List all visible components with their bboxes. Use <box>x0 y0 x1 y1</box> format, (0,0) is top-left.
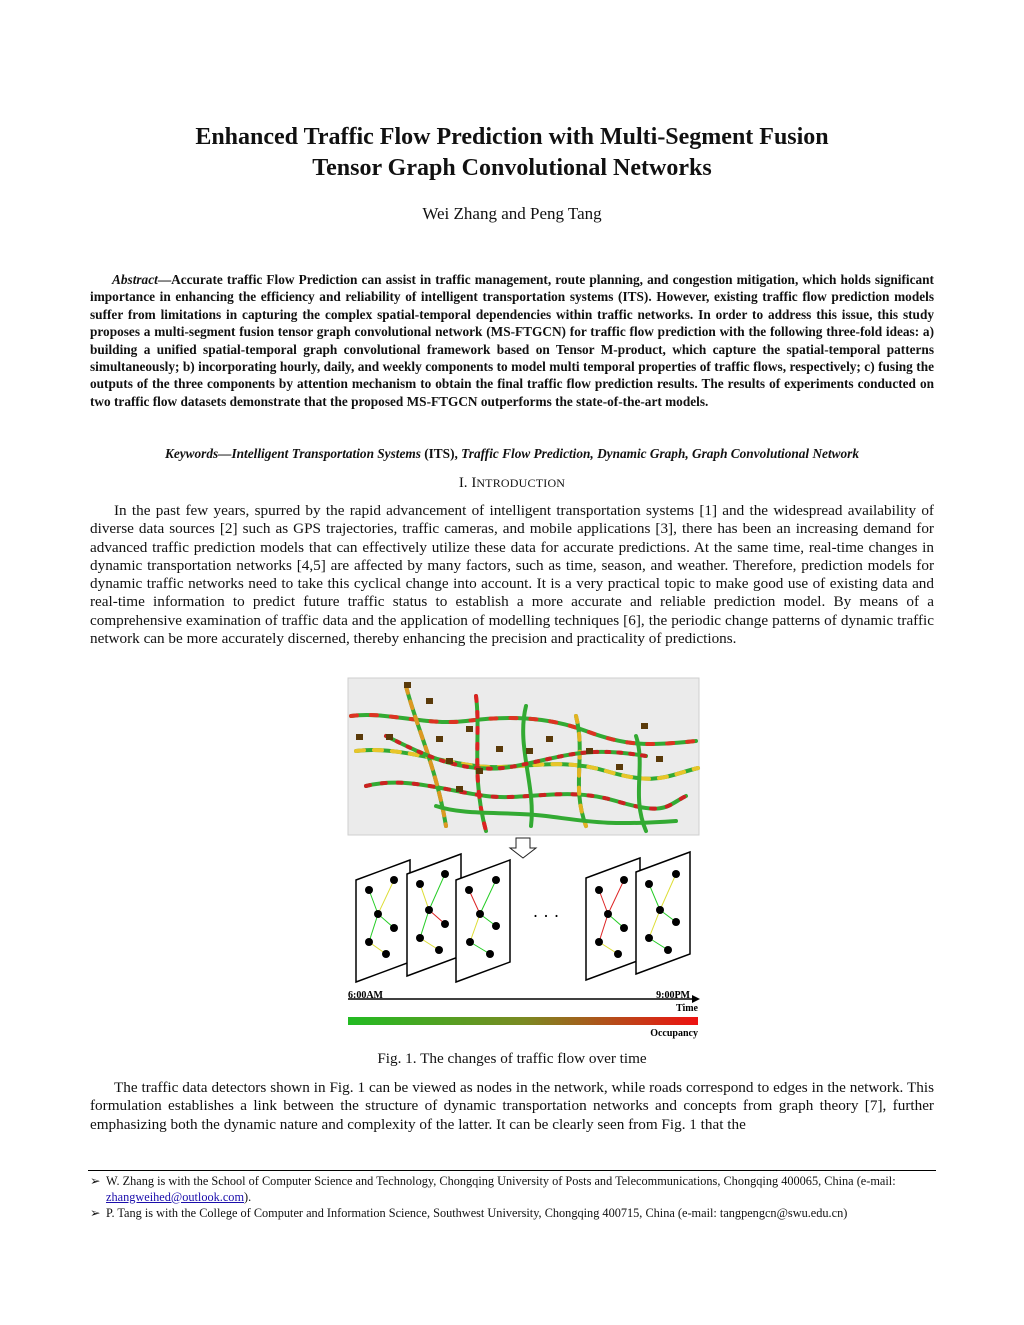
arrow-bullet-icon: ➢ <box>90 1206 101 1220</box>
graph-snapshots <box>356 852 690 982</box>
section-title-rest: NTRODUCTION <box>476 476 566 490</box>
occupancy-gradient-bar <box>348 1017 698 1025</box>
email-link-zhang[interactable]: zhangweihed@outlook.com <box>106 1189 245 1204</box>
section-number: I. <box>458 475 468 491</box>
time-end-label: 9:00PM <box>656 990 690 1001</box>
keywords <box>90 446 934 462</box>
authors: Wei Zhang and Peng Tang <box>422 204 602 223</box>
traffic-map <box>348 678 699 835</box>
footnote-zhang-text: W. Zhang is with the School of Computer Science and Technology, Chongqing University of Posts and Telecommunications, Chongqing 400065, China (e-mail: <box>106 1174 896 1188</box>
paper-title <box>90 122 934 184</box>
ellipsis: · · · <box>532 906 560 926</box>
footnote-tang <box>90 1206 936 1222</box>
footnote-zhang-end: ). <box>244 1189 252 1204</box>
figure-1-graphic <box>346 676 702 1042</box>
arrow-bullet-icon: ➢ <box>90 1174 101 1188</box>
footnotes <box>90 1174 936 1223</box>
title-line-1: Enhanced Traffic Flow Prediction with Multi-Segment Fusion <box>195 124 829 150</box>
figure-1 <box>346 676 702 1042</box>
abstract <box>90 271 934 410</box>
occupancy-label: Occupancy <box>650 1028 698 1039</box>
abstract-text: Accurate traffic Flow Prediction can assist in traffic management, route planning, and congestion mitigation, which holds significant importance in enhancing the efficiency and reliability of intelligent transportation systems (ITS). However, existing traffic flow prediction models suffer from limitations in capturing the complex spatial-temporal dependencies within traffic networks. In order to address this issue, this study proposes a multi-segment fusion tensor graph convolutional network (MS-FTGCN) for traffic flow prediction with the following three-fold ideas: a) building a unified spatial-temporal graph convolutional framework based on Tensor M-product, which capture the spatial-temporal patterns simultaneously; b) incorporating hourly, daily, and weekly components to model multi temporal properties of traffic flows, respectively; c) fusing the outputs of the three components by attention mechanism to obtain the final traffic flow prediction results. The results of experiments conducted on two traffic flow datasets demonstrate that the proposed MS-FTGCN outperforms the state-of-the-art models. <box>90 272 934 409</box>
section-heading-introduction <box>90 475 934 492</box>
time-label: Time <box>675 1003 698 1014</box>
time-start-label: 6:00AM <box>348 990 383 1001</box>
section-title-first: I <box>471 475 477 491</box>
keywords-rest: Traffic Flow Prediction, Dynamic Graph, Graph Convolutional Network <box>461 446 859 461</box>
title-line-2: Tensor Graph Convolutional Networks <box>312 155 712 181</box>
abstract-dash: — <box>157 272 172 287</box>
figure-caption: Fig. 1. The changes of traffic flow over time <box>377 1050 647 1067</box>
footnote-rule <box>88 1170 936 1171</box>
keyword-its-abbrev: (ITS), <box>420 446 462 461</box>
time-axis-arrow-icon <box>692 995 700 1003</box>
footnote-tang-text: P. Tang is with the College of Computer and Information Science, Southwest University, Chongqing 400715, China (e-mail: tangpengcn@swu.edu.cn) <box>106 1206 848 1220</box>
abstract-label: Abstract <box>112 272 158 287</box>
down-arrow-icon <box>510 838 536 858</box>
keyword-its: Intelligent Transportation Systems <box>231 446 421 461</box>
footnote-zhang <box>90 1174 936 1205</box>
keywords-label: Keywords— <box>164 446 232 461</box>
intro-paragraph: In the past few years, spurred by the rapid advancement of intelligent transportation systems [1] and the widespread availability of diverse data sources [2] such as GPS trajectories, traffic cameras, and mobile applications [3], there has been an increasing demand for advanced traffic prediction models that can effectively utilize these data for accurate predictions. At the same time, real-time changes in dynamic transportation networks [4,5] are affected by many factors, such as time, season, and weather. Therefore, prediction models for dynamic traffic networks need to take this cyclical change into account. It is a very practical topic to make good use of existing data and real-time information to predict future traffic status to establish a more accurate and reliable prediction model. By means of a comprehensive examination of traffic data and the application of modelling techniques [6], the periodic change patterns of dynamic traffic network can be more accurately discerned, thereby enhancing the precision and practicality of predictions. <box>90 502 934 648</box>
second-paragraph: The traffic data detectors shown in Fig. 1 can be viewed as nodes in the network, while roads correspond to edges in the network. This formulation establishes a link between the structure of dynamic transportation networks and concepts from graph theory [7], further emphasizing both the dynamic nature and complexity of the latter. It can be clearly seen from Fig. 1 that the <box>90 1079 934 1133</box>
